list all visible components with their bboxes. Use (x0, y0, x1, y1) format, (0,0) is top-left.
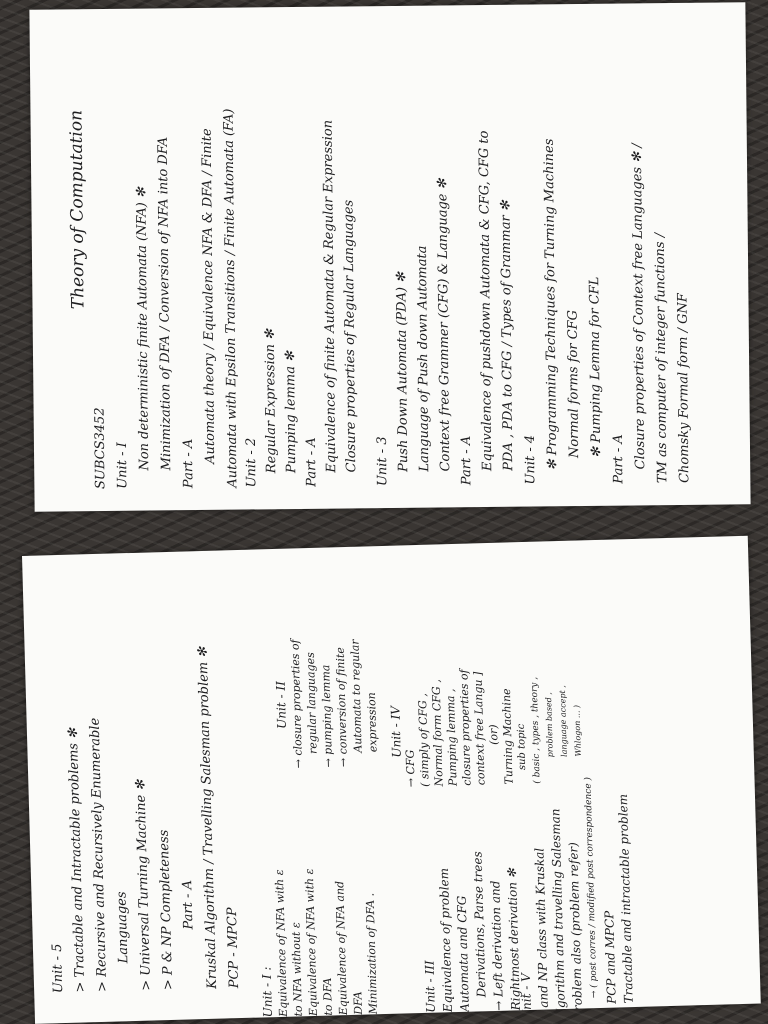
unit-iv-line-12: language accept , (557, 685, 569, 758)
unit-iii-line-2: Automata and CFG (454, 895, 472, 1013)
unit3-line-3: Context free Grammer (CFG) & Language ✻ (435, 178, 454, 472)
unit5-line-1: > Tractable and Intractable problems ✻ (65, 727, 89, 993)
unit-iv-heading: Unit - IV (388, 705, 404, 758)
unit-iv-line-7: (or) (486, 724, 501, 746)
unit-iii-line-4: → Left derivation and (488, 880, 506, 1012)
unit-iv-block (387, 666, 586, 788)
unit2-line-2: Pumping lemma ✻ (282, 350, 300, 474)
unit3-block (369, 130, 520, 486)
notes-page-bottom (22, 536, 761, 1024)
unit5-heading: Unit - 5 (49, 943, 67, 994)
unit-ii-line-2: regular languages (303, 652, 320, 755)
unit4-line-1: ✻ Programming Techniques for Turning Machines (541, 138, 561, 471)
unit-iv-line-2: ( simply of CFG , (415, 693, 432, 788)
unit-iii-heading: Unit - III (422, 960, 438, 1013)
unit-iv-line-11: problem based , (544, 691, 555, 758)
unit-i-heading: Unit - I : (259, 966, 275, 1018)
course-code: SUBCS3452 (92, 407, 109, 490)
unit-v-heading: Unit - V (518, 973, 535, 1021)
unit4-part-a: Part - A (610, 434, 627, 484)
unit-iv-line-6: context free Langu ] (471, 671, 488, 786)
unit-i-line-5: Equivalence of NFA and (333, 880, 350, 1016)
unit1-part-a: Part - A (180, 438, 197, 489)
unit4-part-a-line-2: TM as computer of integer functions / (652, 232, 671, 484)
unit4-line-3: ✻ Pumping Lemma for CFL (587, 276, 605, 458)
unit5-part-a-line-1: Kruskal Algorithm / Travelling Salesman problem ✻ (195, 646, 221, 990)
unit2-part-a-line-1: Equivalence of finite Automata & Regular Expression (320, 119, 340, 473)
page-title-block (68, 110, 87, 309)
unit2-heading: Unit - 2 (243, 437, 260, 488)
unit1-part-a-line-2: Automata with Epsilon Transitions / Finite Automata (FA) (221, 108, 241, 488)
unit-i-line-1: Equivalence of NFA with ε (272, 869, 290, 1018)
unit2-part-a-line-2: Closure properties of Regular Languages (341, 199, 360, 473)
unit-v-line-6: → Tractable and intractable problem (615, 793, 637, 1018)
unit-ii-line-1: → closure properties of (288, 639, 306, 769)
unit1-line-2: Minimization of DFA / Conversion of NFA into DFA (155, 136, 175, 471)
unit-iv-line-13: Whlogon ... ) (572, 704, 583, 757)
page-title: Theory of Computation (66, 109, 89, 310)
unit-iv-line-5: closure properties of (457, 669, 474, 786)
unit4-heading: Unit - 4 (522, 434, 539, 485)
unit-i-line-3: Equivalence of NFA with ε (302, 868, 320, 1017)
unit1-line-1: Non deterministic finite Automata (NFA) ✻ (134, 187, 153, 471)
unit-ii-heading: Unit - II (273, 680, 289, 730)
unit1-heading: Unit - I (114, 442, 131, 489)
unit-iii-line-5: Rightmost derivation ✻ (504, 867, 523, 1011)
unit4-part-a-line-3: Chomsky Formal form / GNF (675, 293, 693, 484)
unit-ii-line-6: expression (364, 692, 380, 753)
unit-iii-line-3: Derivations, Parse trees (470, 851, 489, 998)
unit2-line-1: Regular Expression ✻ (262, 328, 280, 474)
unit-iv-line-8: Turning Machine (499, 688, 516, 785)
unit-iv-line-1: → CFG (403, 749, 418, 788)
notes-page-top (29, 2, 750, 511)
unit3-line-2: Language of Push down Automata (414, 245, 433, 472)
unit-v-line-1: P and NP class with Kruskal (532, 847, 552, 1020)
unit-v-line-4: → ( post corres / modified post correspondence ) (583, 776, 600, 999)
unit-iv-line-4: Pumping lemma , (443, 688, 460, 787)
unit3-heading: Unit - 3 (374, 436, 391, 487)
unit5-part-a-line-2: PCP - MPCP (224, 907, 243, 989)
unit-v-block (512, 776, 638, 1020)
unit4-part-a-line-1: Closure properties of Context free Languages ✻ / (629, 143, 649, 470)
unit-i-block (257, 867, 381, 1018)
unit-ii-line-4: → conversion of finite (333, 646, 351, 768)
unit-iii-line-1: Equivalence of problem (436, 867, 455, 1013)
unit4-block (517, 137, 697, 485)
unit5-line-4: > Universal Turning Machine ✻ (133, 779, 155, 991)
unit-i-line-6: DFA (351, 991, 365, 1015)
unit3-part-a-line-2: PDA , PDA to CFG / Types of Grammar ✻ (498, 200, 517, 471)
unit2-part-a: Part - A (303, 437, 320, 487)
unit-i-line-2: to NFA without ε (289, 922, 305, 1017)
unit2-block (239, 120, 363, 488)
unit-ii-block (272, 637, 381, 769)
unit-v-line-3: problem also (problem refer) (566, 841, 586, 1019)
unit5-block (39, 646, 246, 994)
unit5-line-5: > P & NP Completeness (156, 829, 177, 991)
unit5-line-2: > Recursive and Recursively Enumerable (87, 717, 111, 993)
unit-i-line-7: Minimization of DFA . (363, 892, 380, 1015)
unit3-part-a-line-1: Equivalence of pushdown Automata & CFG, CFG to (476, 130, 496, 472)
unit1-block (86, 108, 244, 489)
unit5-part-a: Part - A (180, 879, 197, 930)
unit-v-line-2: algorithm and travelling Salesman (548, 808, 569, 1020)
unit4-line-2: Normal forms for CFG (565, 309, 583, 459)
unit1-part-a-line-1: Automata theory / Equivalence NFA & DFA / Finite (199, 128, 219, 464)
unit-ii-line-3: → pumping lemma (319, 664, 336, 768)
unit-iv-line-9: sub topic (515, 723, 529, 771)
unit-ii-line-5: Automata to regular (348, 639, 365, 753)
unit5-line-3: Languages (114, 891, 132, 964)
unit-v-line-5: → PCP and MPCP (602, 910, 620, 1018)
unit-iii-block (418, 850, 524, 1013)
unit-i-line-4: to DFA (320, 977, 335, 1016)
unit3-part-a: Part - A (458, 435, 475, 486)
unit3-line-1: Push Down Automata (PDA) ✻ (394, 271, 412, 472)
unit-iv-line-10: ( basic , types , theory , (529, 676, 543, 784)
unit-iv-line-3: Normal form CFG , (429, 679, 446, 787)
